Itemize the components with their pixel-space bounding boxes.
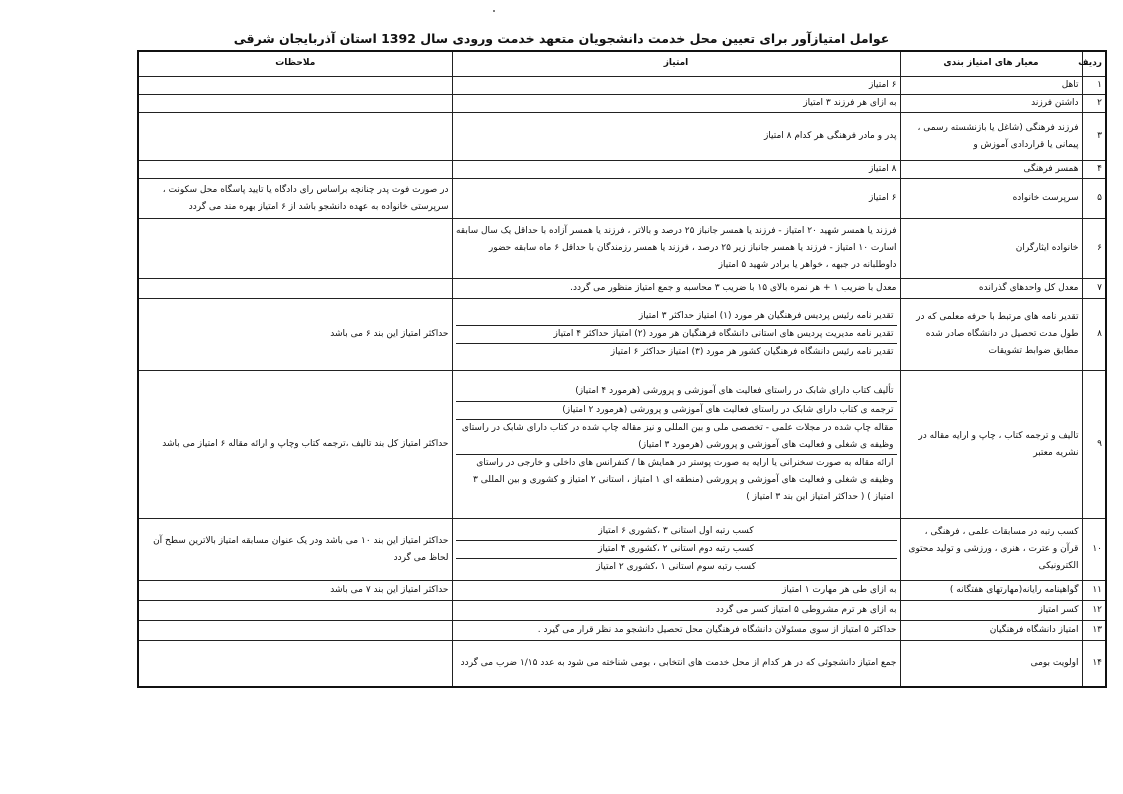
score-cell: فرزند یا همسر شهید ۲۰ امتیاز - فرزند یا همسر جانباز ۲۵ درصد و بالاتر ، فرزند یا همسر آزاده با حداقل یک سال سابقه اسارت ۱۰ امتیاز - فرزند یا همسر جانباز زیر ۲۵ درصد ، فرزند یا همسر رزمندگان با حداقل ۶ ماه سابقه حضور داوطلبانه در جبهه ، خواهر یا برادر شهید ۵ امتیاز (452, 219, 900, 279)
row-number: ۵ (1082, 179, 1106, 219)
row-number: ۱۳ (1082, 621, 1106, 641)
score-sub-item: ترجمه ی کتاب دارای شابک در راستای فعالیت های آموزشی و پرورشی (هرمورد ۲ امتیاز) (456, 402, 897, 420)
score-sub-item: تقدیر نامه رئیس پردیس فرهنگیان هر مورد (۱) امتیاز حداکثر ۳ امتیاز (456, 308, 897, 326)
criteria-cell: تاهل (900, 77, 1082, 95)
criteria-cell: خانواده ایثارگران (900, 219, 1082, 279)
table-row (138, 621, 1106, 641)
header-score: امتیاز (452, 51, 900, 77)
row-number: ۹ (1082, 371, 1106, 519)
row-number: ۶ (1082, 219, 1106, 279)
table-row (138, 179, 1106, 219)
criteria-cell: گواهینامه رایانه(مهارتهای هفتگانه ) (900, 581, 1082, 601)
table-row (138, 219, 1106, 279)
criteria-cell: همسر فرهنگی (900, 161, 1082, 179)
notes-cell: حداکثر امتیاز این بند ۶ می باشد (138, 299, 452, 371)
notes-cell: حداکثر امتیاز این بند ۱۰ می باشد ودر یک عنوان مسابقه امتیاز بالاترین سطح آن لحاظ می گردد (138, 519, 452, 581)
score-cell (452, 519, 900, 581)
notes-cell: در صورت فوت پدر چنانچه براساس رای دادگاه یا تایید پاسگاه محل سکونت ، سرپرستی خانواده به عهده دانشجو باشد از ۶ امتیاز بهره مند می گردد (138, 179, 452, 219)
row-number: ۱۲ (1082, 601, 1106, 621)
row-number: ۸ (1082, 299, 1106, 371)
criteria-cell: اولویت بومی (900, 641, 1082, 687)
notes-cell (138, 219, 452, 279)
table-row (138, 161, 1106, 179)
score-cell: حداکثر ۵ امتیاز از سوی مسئولان دانشگاه فرهنگیان محل تحصیل دانشجو مد نظر قرار می گیرد . (452, 621, 900, 641)
criteria-cell: سرپرست خانواده (900, 179, 1082, 219)
score-cell: ۶ امتیاز (452, 179, 900, 219)
row-number: ۱۰ (1082, 519, 1106, 581)
score-cell (452, 371, 900, 519)
table-row (138, 641, 1106, 687)
score-sub-item: تألیف کتاب دارای شابک در راستای فعالیت های آموزشی و پرورشی (هرمورد ۴ امتیاز) (456, 383, 897, 401)
table-row (138, 519, 1106, 581)
header-row (138, 51, 1106, 77)
criteria-cell: داشتن فرزند (900, 95, 1082, 113)
score-sub-item: ارائه مقاله به صورت سخنرانی یا ارایه به صورت پوستر در همایش ها / کنفرانس های داخلی و خارجی در راستای وظیفه ی شغلی و فعالیت های آموزشی و پرورشی (منطقه ای ۱ امتیاز ، استانی ۲ امتیاز و کشوری و بین المللی ۳ امتیاز ) ( حداکثر امتیاز این بند ۳ امتیاز ) (473, 457, 894, 503)
score-cell: پدر و مادر فرهنگی هر کدام ۸ امتیاز (452, 113, 900, 161)
score-cell: ۶ امتیاز (452, 77, 900, 95)
score-sub-item: کسب رتبه دوم استانی ۲ ،کشوری ۴ امتیاز (456, 541, 897, 559)
table-row (138, 601, 1106, 621)
page-title: عوامل امتیازآور برای تعیین محل خدمت دانشجویان متعهد خدمت ورودی سال 1392 استان آذربایجان شرقی (233, 31, 890, 46)
table-row (138, 279, 1106, 299)
notes-cell (138, 601, 452, 621)
notes-cell (138, 77, 452, 95)
notes-cell: حداکثر امتیاز کل بند تالیف ،ترجمه کتاب وچاپ و ارائه مقاله ۶ امتیاز می باشد (138, 371, 452, 519)
table-row (138, 113, 1106, 161)
notes-cell: حداکثر امتیاز این بند ۷ می باشد (138, 581, 452, 601)
table-row (138, 581, 1106, 601)
score-cell: ۸ امتیاز (452, 161, 900, 179)
score-cell: به ازای هر ترم مشروطی ۵ امتیاز کسر می گردد (452, 601, 900, 621)
score-sub-item: تقدیر نامه مدیریت پردیس های استانی دانشگاه فرهنگیان هر مورد (۲) امتیاز حداکثر ۴ امتیاز (456, 326, 897, 344)
notes-cell (138, 621, 452, 641)
score-cell: به ازای هر فرزند ۳ امتیاز (452, 95, 900, 113)
notes-cell (138, 95, 452, 113)
criteria-cell: کسر امتیاز (900, 601, 1082, 621)
criteria-cell: تالیف و ترجمه کتاب ، چاپ و ارایه مقاله در نشریه معتبر (900, 371, 1082, 519)
table-row (138, 299, 1106, 371)
row-number: ۳ (1082, 113, 1106, 161)
scan-dot (493, 10, 495, 12)
criteria-cell: امتیاز دانشگاه فرهنگیان (900, 621, 1082, 641)
row-number: ۱۴ (1082, 641, 1106, 687)
notes-cell (138, 161, 452, 179)
criteria-cell: تقدیر نامه های مرتبط با حرفه معلمی که در طول مدت تحصیل در دانشگاه صادر شده مطابق ضوابط تشویقات (900, 299, 1082, 371)
notes-cell (138, 641, 452, 687)
row-number: ۷ (1082, 279, 1106, 299)
score-sub-item: تقدیر نامه رئیس دانشگاه فرهنگیان کشور هر مورد (۳) امتیاز حداکثر ۶ امتیاز (610, 347, 894, 358)
table-row (138, 95, 1106, 113)
notes-cell (138, 113, 452, 161)
score-sub-item: کسب رتبه سوم استانی ۱ ،کشوری ۲ امتیاز (596, 562, 756, 573)
score-sub-item: مقاله چاپ شده در مجلات علمی - تخصصی ملی و بین المللی و نیز مقاله چاپ شده در کتاب دارای شابک در راستای وظیفه ی شغلی و فعالیت های آموزشی و پرورشی (هرمورد ۳ امتیاز) (456, 420, 897, 455)
score-cell: به ازای طی هر مهارت ۱ امتیاز (452, 581, 900, 601)
scan-artifact (19, 8, 26, 24)
row-number: ۴ (1082, 161, 1106, 179)
criteria-cell: کسب رتبه در مسابقات علمی ، فرهنگی ، قرآن و عترت ، هنری ، ورزشی و تولید محتوی الکترونیکی (900, 519, 1082, 581)
scoring-table (137, 50, 1107, 688)
row-number: ۱۱ (1082, 581, 1106, 601)
row-number: ۲ (1082, 95, 1106, 113)
score-cell (452, 299, 900, 371)
header-criteria: معیار های امتیاز بندی (900, 51, 1082, 77)
score-sub-item: کسب رتبه اول استانی ۳ ،کشوری ۶ امتیاز (456, 523, 897, 541)
row-number: ۱ (1082, 77, 1106, 95)
score-cell: جمع امتیاز دانشجوئی که در هر کدام از محل خدمت های انتخابی ، بومی شناخته می شود به عدد ۱/۱۵ ضرب می گردد (452, 641, 900, 687)
header-notes: ملاحظات (138, 51, 452, 77)
header-row-number: ردیف (1082, 51, 1106, 77)
score-cell: معدل با ضریب ۱ + هر نمره بالای ۱۵ با ضریب ۳ محاسبه و جمع امتیاز منظور می گردد. (452, 279, 900, 299)
table-row (138, 77, 1106, 95)
criteria-cell: فرزند فرهنگی (شاغل یا بازنشسته رسمی ، پیمانی یا قراردادی آموزش و (900, 113, 1082, 161)
notes-cell (138, 279, 452, 299)
table-row (138, 371, 1106, 519)
criteria-cell: معدل کل واحدهای گذرانده (900, 279, 1082, 299)
